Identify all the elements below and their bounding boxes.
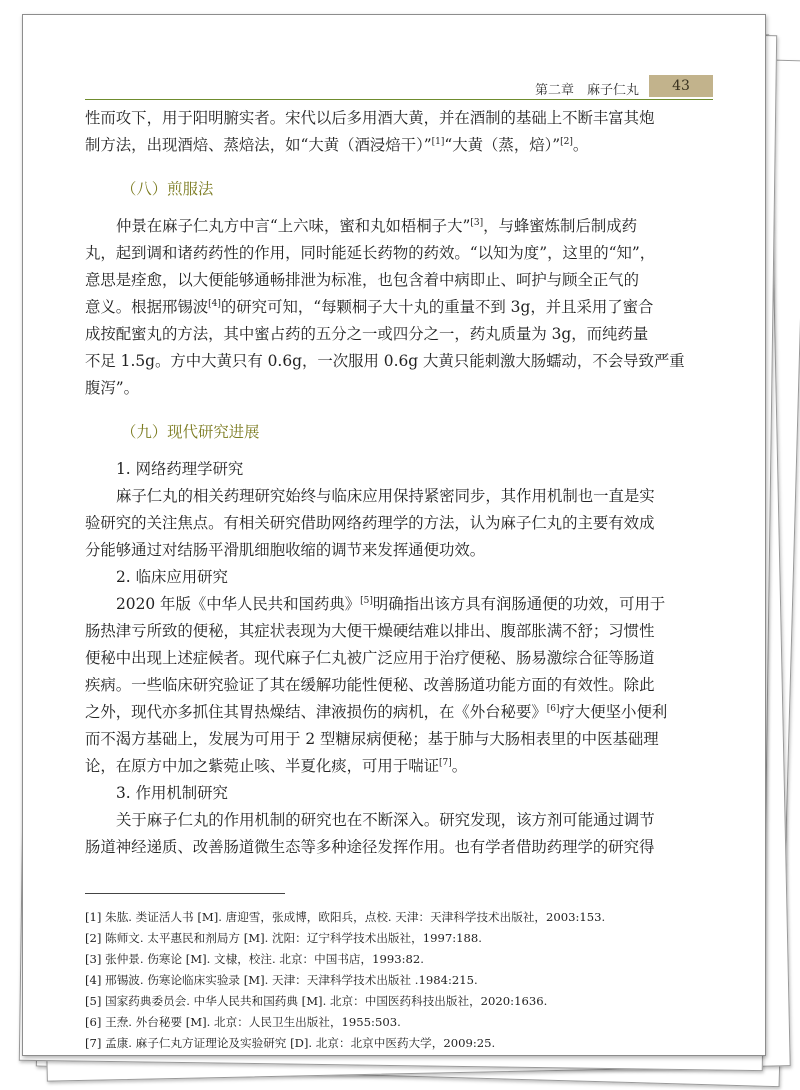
text-run: 意义。根据邢锡波 [85,298,209,316]
citation-marker: [2] [560,136,573,147]
text-run: 仲景在麻子仁丸方中言“上六味，蜜和丸如梧桐子大” [116,217,471,235]
footnote-2: [2] 陈师文. 太平惠民和剂局方 [M]. 沈阳：辽宁科学技术出版社，1997:188. [85,931,482,945]
citation-marker: [6] [546,703,560,714]
footnote-7: [7] 孟康. 麻子仁丸方证理论及实验研究 [D]. 北京：北京中医药大学，2009:25. [85,1036,496,1050]
text-line [85,375,723,402]
text-run: 丸，起到调和诸药药性的作用，同时能延长药物的药效。“以知为度”，这里的“知”， [85,244,656,262]
text-run: 2020 年版《中华人民共和国药典》 [116,595,361,613]
text-line [85,321,723,348]
citation-marker: [5] [360,595,373,606]
text-run: 。 [451,757,468,775]
text-line [85,240,723,267]
section-heading-9: （九）现代研究进展 [121,423,260,441]
subsection-title-2: 2. 临床应用研究 [116,568,228,586]
citation-marker: [4] [208,298,221,309]
footnote-1: [1] 朱肱. 类证活人书 [M]. 唐迎雪，张成博，欧阳兵，点校. 天津：天津科学技术出版社，2003:153. [85,910,606,924]
text-run: 而不渴方基础上，发展为可用于 2 型糖尿病便秘；基于肺与大肠相表里的中医基础理 [85,730,659,748]
text-line [85,510,723,537]
text-line [85,618,723,645]
citation-marker: [7] [439,757,452,768]
subsection-title-1: 1. 网络药理学研究 [116,460,244,478]
text-run: 分能够通过对结肠平滑肌细胞收缩的调节来发挥通便功效。 [85,541,486,559]
subsection-title-3: 3. 作用机制研究 [116,784,228,802]
section-8-paragraph [85,213,723,402]
header-chapter-title: 第二章 麻子仁丸 [534,83,639,98]
text-line [85,132,723,159]
text-run: 疾病。一些临床研究验证了其在缓解功能性便秘、改善肠道功能方面的有效性。除此 [85,676,655,694]
text-line [85,645,723,672]
text-line [85,483,723,510]
text-run: 便秘中出现上述症候者。现代麻子仁丸被广泛应用于治疗便秘、肠易激综合征等肠道 [85,649,655,667]
text-run: 的研究可知，“每颗桐子大十丸的重量不到 3g，并且采用了蜜合 [220,298,654,316]
text-run: 。 [572,136,589,154]
text-line [85,213,723,240]
text-run: 关于麻子仁丸的作用机制的研究也在不断深入。研究发现，该方剂可能通过调节 [116,811,655,829]
footnote-6: [6] 王焘. 外台秘要 [M]. 北京：人民卫生出版社，1955:503. [85,1015,401,1029]
section-heading-8: （八）煎服法 [121,180,214,198]
footnote-3: [3] 张仲景. 伤寒论 [M]. 文棣，校注. 北京：中国书店，1993:82. [85,952,424,966]
text-line [85,294,723,321]
footnote-4: [4] 邢锡波. 伤寒论临床实验录 [M]. 天津：天津科学技术出版社 .1984:215. [85,973,478,987]
subsection-2-paragraph [85,591,723,780]
page-number: 43 [649,75,713,97]
text-run: 麻子仁丸的相关药理研究始终与临床应用保持紧密同步，其作用机制也一直是实 [116,487,655,505]
text-line [85,726,723,753]
text-run: 论，在原方中加之紫菀止咳、半夏化痰，可用于喘证 [85,757,439,775]
text-run: 之外，现代亦多抓住其胃热燥结、津液损伤的病机，在《外台秘要》 [85,703,547,721]
citation-marker: [3] [470,217,484,228]
text-run: 成按配蜜丸的方法，其中蜜占药的五分之一或四分之一，药丸质量为 3g，而纯药量 [85,325,649,343]
text-run: 性而攻下，用于阳明腑实者。宋代以后多用酒大黄，并在酒制的基础上不断丰富其炮 [85,109,655,127]
text-run: 验研究的关注焦点。有相关研究借助网络药理学的方法，认为麻子仁丸的主要有效成 [85,514,655,532]
text-line [85,672,723,699]
text-run: 肠道神经递质、改善肠道微生态等多种途径发挥作用。也有学者借助药理学的研究得 [85,838,655,856]
book-page [22,14,766,1056]
text-run: 意思是痊愈，以大便能够通畅排泄为标准，也包含着中病即止、呵护与顾全正气的 [85,271,640,289]
intro-paragraph [85,105,723,159]
text-line [85,537,723,564]
text-line [85,753,723,780]
subsection-3-paragraph [85,807,723,861]
citation-marker: [1] [431,136,445,147]
text-line [85,591,723,618]
text-run: 不足 1.5g。方中大黄只有 0.6g，一次服用 0.6g 大黄只能刺激大肠蠕动，不会导致严重 [85,352,685,370]
text-run: 疗大便坚小便利 [559,703,668,721]
text-line [85,834,723,861]
running-header [85,65,713,100]
text-run: 制方法，出现酒焙、蒸焙法，如“大黄（酒浸焙干）” [85,136,432,154]
text-run: 明确指出该方具有润肠通便的功效，可用于 [372,595,666,613]
text-line [85,348,723,375]
text-run: 腹泻”。 [85,379,140,397]
subsection-1-paragraph [85,483,723,564]
text-run: 肠热津亏所致的便秘，其症状表现为大便干燥硬结难以排出、腹部胀满不舒；习惯性 [85,622,655,640]
text-line [85,699,723,726]
footnote-5: [5] 国家药典委员会. 中华人民共和国药典 [M]. 北京：中国医药科技出版社，2020:1636. [85,994,548,1008]
text-run: ，与蜂蜜炼制后制成药 [483,217,638,235]
text-line [85,267,723,294]
text-line [85,105,723,132]
text-run: “大黄（蒸，焙）” [444,136,561,154]
body-text [85,105,723,861]
footnotes [85,907,725,1054]
text-line [85,807,723,834]
footnote-divider [85,893,285,894]
